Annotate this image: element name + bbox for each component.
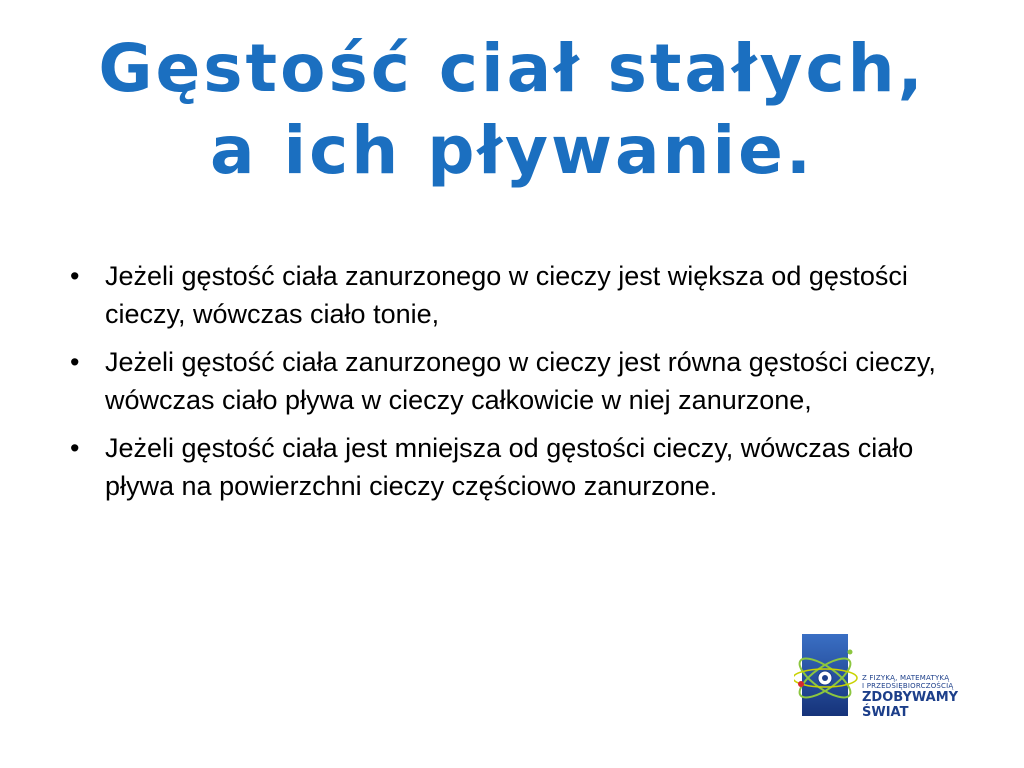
logo-tagline-2: I PRZEDSIĘBIORCZOŚCIĄ [862,682,954,690]
logo-name-1: ZDOBYWAMY [862,690,959,705]
logo-text [862,674,958,720]
logo-tagline-1: Z FIZYKĄ, MATEMATYKĄ [862,674,950,682]
bullet-item [62,343,982,419]
bullet-item [62,257,982,333]
slide-title [0,28,1024,192]
bullet-text: Jeżeli gęstość ciała zanurzonego w cieczy jest równa gęstości cieczy, wówczas ciało pływa w cieczy całkowicie w niej zanurzone, [105,347,936,415]
bullet-text: Jeżeli gęstość ciała zanurzonego w cieczy jest większa od gęstości cieczy, wówczas ciało tonie, [105,261,908,329]
bullet-list [62,257,982,515]
bullet-marker: • [70,347,80,377]
bullet-marker: • [70,433,80,463]
bullet-item [62,429,982,505]
logo-name-2: ŚWIAT [862,705,909,720]
bullet-text: Jeżeli gęstość ciała jest mniejsza od gęstości cieczy, wówczas ciało pływa na powierzchni cieczy częściowo zanurzone. [105,433,914,501]
project-logo [794,622,994,732]
slide-title-line-1: Gęstość ciał stałych, [98,30,926,107]
bullet-marker: • [70,261,80,291]
slide-title-line-2: a ich pływanie. [210,112,814,189]
